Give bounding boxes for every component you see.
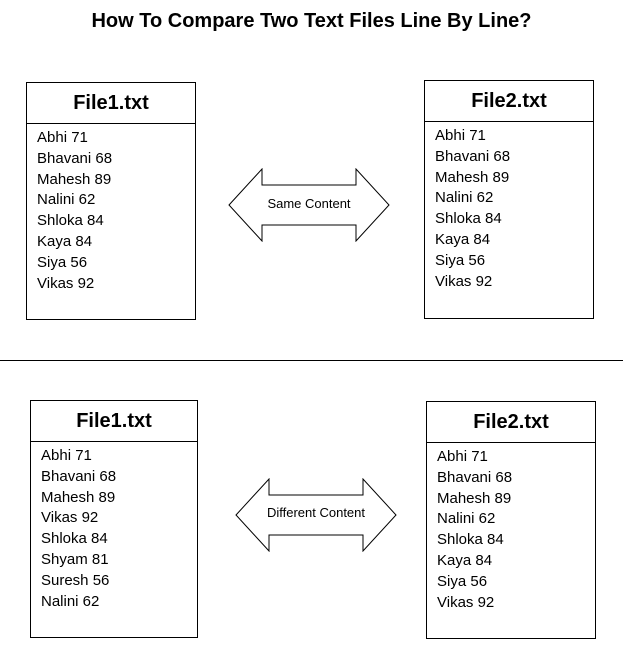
file-name: File2.txt [425, 81, 593, 122]
file-line: Kaya 84 [435, 230, 491, 248]
file-line: Mahesh 89 [37, 170, 112, 188]
file-lines [425, 122, 593, 292]
file-line: Mahesh 89 [437, 489, 512, 507]
file-line: Siya 56 [435, 251, 486, 269]
section-divider [0, 360, 623, 361]
top-right-file-box [424, 80, 594, 319]
file-line: Shloka 84 [37, 212, 104, 230]
file-name: File2.txt [427, 402, 595, 443]
same-content-arrow [228, 168, 390, 242]
file-line: Bhavani 68 [437, 468, 513, 486]
file-name: File1.txt [27, 83, 195, 124]
file-name: File1.txt [31, 401, 197, 442]
file-lines [427, 443, 595, 613]
file-line: Bhavani 68 [37, 149, 113, 167]
file-line: Siya 56 [37, 253, 88, 271]
file-line: Abhi 71 [37, 129, 88, 146]
file-line: Nalini 62 [437, 510, 496, 528]
file-line: Shloka 84 [435, 210, 502, 228]
file-line: Kaya 84 [37, 232, 93, 250]
arrow-label: Same Content [267, 196, 351, 211]
file-line: Vikas 92 [437, 593, 495, 611]
file-lines [27, 124, 195, 294]
file-line: Suresh 56 [41, 571, 110, 589]
bottom-right-file-box [426, 401, 596, 639]
diagram-title: How To Compare Two Text Files Line By Line? [91, 10, 532, 32]
file-line: Siya 56 [437, 572, 488, 590]
file-line: Vikas 92 [37, 274, 95, 292]
arrow-label: Different Content [266, 505, 366, 520]
file-line: Nalini 62 [435, 189, 494, 207]
file-line: Vikas 92 [41, 509, 99, 527]
file-line: Bhavani 68 [41, 467, 117, 485]
file-line: Mahesh 89 [435, 168, 510, 186]
file-line: Bhavani 68 [435, 147, 511, 165]
top-left-file-box [26, 82, 196, 320]
different-content-arrow [235, 478, 397, 552]
file-line: Nalini 62 [37, 191, 96, 209]
file-line: Mahesh 89 [41, 488, 116, 506]
file-lines [31, 442, 197, 612]
file-line: Kaya 84 [437, 551, 493, 569]
file-line: Shyam 81 [41, 550, 109, 568]
file-line: Abhi 71 [437, 448, 488, 465]
file-line: Vikas 92 [435, 272, 493, 290]
file-line: Nalini 62 [41, 592, 100, 610]
bottom-left-file-box [30, 400, 198, 638]
file-line: Shloka 84 [41, 530, 108, 548]
file-line: Abhi 71 [435, 127, 486, 144]
file-line: Shloka 84 [437, 531, 504, 549]
file-line: Abhi 71 [41, 447, 92, 464]
